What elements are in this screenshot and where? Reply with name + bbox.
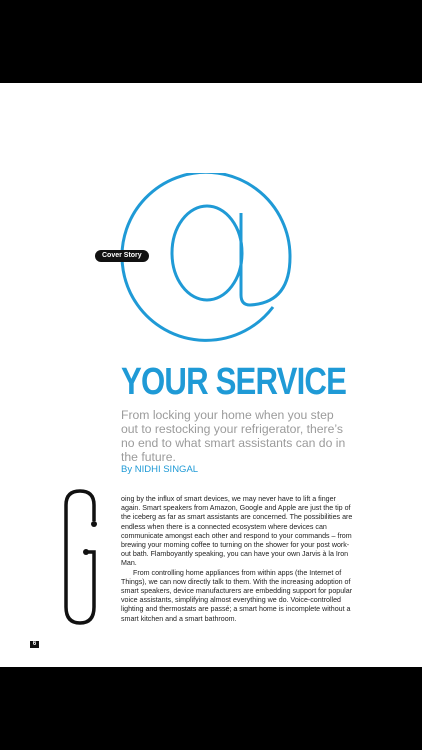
body-paragraph: From controlling home appliances from within apps (the Internet of Things), we can now directly talk to them. With the increasing adoption of smart speakers, device manufacturers are embedding support for popular voice assistants, simplifying almost everything we do. Voice-controlled lighting and thermostats are passé; a smart home is incomplete without a smart kitchen and a smart bathroom. [121,568,353,623]
page-number: 6 [30,641,39,648]
headline: YOUR SERVICE [121,361,347,403]
standfirst: From locking your home when you step out to restocking your refrigerator, there’s no end to what smart assistants can do in the future. [121,408,346,464]
magazine-page [0,83,422,667]
body-paragraph: oing by the influx of smart devices, we may never have to lift a finger again. Smart speakers from Amazon, Google and Apple are just the tip of the iceberg as far as smart assistants are concerned. The possibilities are endless when there is a connected ecosystem where devices can communicate amongst each other and respond to your commands – from brewing your morning coffee to turning on the shower for your post work-out bath. Flamboyantly speaking, you can have your own Jarvis à la Iron Man. [121,495,353,568]
g-dropcap-graphic [62,487,102,627]
at-sign-graphic [120,173,298,351]
section-tag: Cover Story [95,250,149,262]
byline: By NIDHI SINGAL [121,464,199,475]
article-body [121,495,354,624]
